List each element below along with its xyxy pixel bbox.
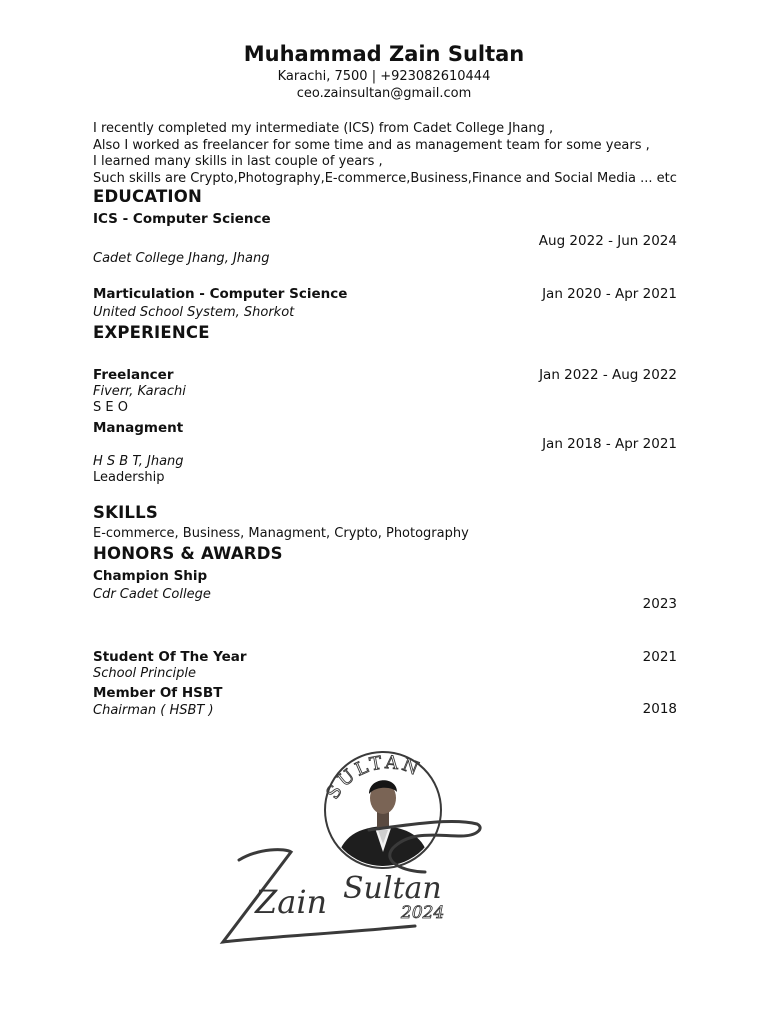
education-place: United School System, Shorkot (93, 305, 295, 320)
logo-arc-text: SULTAN (322, 752, 425, 804)
experience-heading: EXPERIENCE (93, 323, 210, 342)
logo-year: 2024 (401, 903, 445, 923)
education-title: Marticulation - Computer Science (93, 286, 348, 302)
signature-logo (215, 748, 495, 953)
education-dates: Aug 2022 - Jun 2024 (538, 233, 677, 249)
experience-detail: S E O (93, 400, 128, 415)
honor-issuer: School Principle (93, 666, 196, 681)
honor-issuer: Chairman ( HSBT ) (93, 703, 214, 718)
logo-first-name: Zain (255, 883, 328, 921)
summary-line: Also I worked as freelancer for some time and as management team for some years , (93, 137, 650, 153)
experience-place: H S B T, Jhang (93, 454, 184, 469)
summary-block (93, 121, 677, 187)
education-dates: Jan 2020 - Apr 2021 (542, 286, 677, 302)
experience-title: Managment (93, 420, 184, 436)
experience-detail: Leadership (93, 470, 165, 485)
honor-title: Student Of The Year (93, 649, 247, 665)
applicant-name: Muhammad Zain Sultan (243, 42, 525, 66)
summary-line: I learned many skills in last couple of years , (93, 154, 383, 169)
summary-line: I recently completed my intermediate (ICS) from Cadet College Jhang , (93, 121, 554, 136)
honor-issuer: Cdr Cadet College (93, 587, 211, 602)
logo-last-name: Sultan (343, 871, 442, 906)
skills-heading: SKILLS (93, 503, 158, 522)
experience-title: Freelancer (93, 367, 174, 383)
skills-list: E-commerce, Business, Managment, Crypto, Photography (93, 526, 469, 541)
honor-title: Member Of HSBT (93, 685, 223, 701)
honor-year: 2018 (642, 701, 677, 717)
education-heading: EDUCATION (93, 187, 202, 206)
honor-year: 2021 (642, 649, 677, 665)
experience-dates: Jan 2018 - Apr 2021 (542, 436, 677, 452)
experience-place: Fiverr, Karachi (93, 384, 186, 399)
email-address: ceo.zainsultan@gmail.com (296, 86, 472, 101)
education-title: ICS - Computer Science (93, 211, 271, 227)
experience-dates: Jan 2022 - Aug 2022 (539, 367, 677, 383)
honor-year: 2023 (642, 596, 677, 612)
education-place: Cadet College Jhang, Jhang (93, 251, 270, 266)
location-phone: Karachi, 7500 | +923082610444 (277, 69, 491, 84)
summary-line: Such skills are Crypto,Photography,E-commerce,Business,Finance and Social Media ... etc (93, 170, 677, 186)
honors-heading: HONORS & AWARDS (93, 544, 283, 563)
honor-title: Champion Ship (93, 568, 208, 584)
